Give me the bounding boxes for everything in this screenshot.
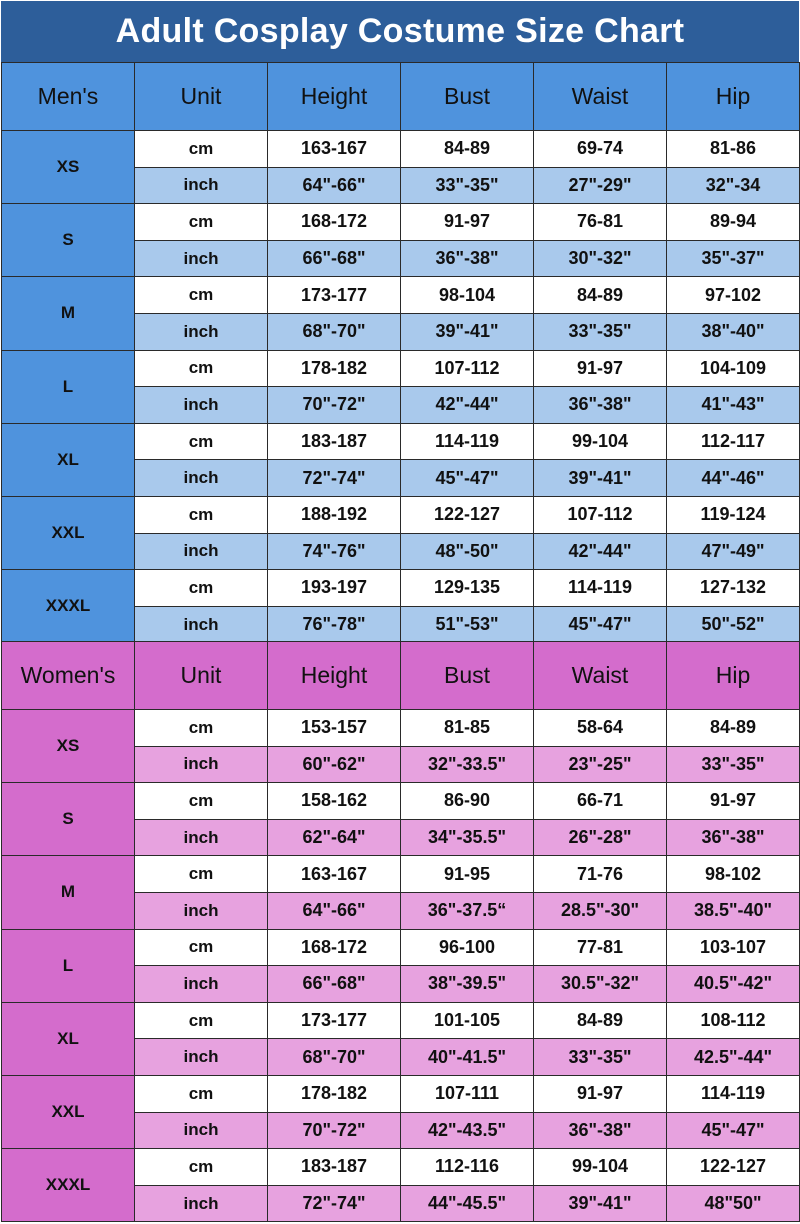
women-header-label: Women's: [2, 642, 135, 710]
size-label: XXXL: [2, 570, 135, 643]
bust-cell: 33"-35": [401, 167, 534, 204]
hip-cell: 103-107: [667, 929, 800, 966]
unit-cell: inch: [135, 460, 268, 497]
hip-cell: 50"-52": [667, 606, 800, 643]
men-header-row: [2, 63, 800, 131]
waist-cell: 30"-32": [534, 240, 667, 277]
unit-cell: cm: [135, 1075, 268, 1112]
unit-cell: inch: [135, 1039, 268, 1076]
size-label: XL: [2, 423, 135, 496]
hip-cell: 42.5"-44": [667, 1039, 800, 1076]
unit-cell: inch: [135, 746, 268, 783]
waist-cell: 33"-35": [534, 313, 667, 350]
table-row: [2, 277, 800, 314]
bust-cell: 84-89: [401, 131, 534, 168]
bust-cell: 51"-53": [401, 606, 534, 643]
hip-cell: 33"-35": [667, 746, 800, 783]
bust-cell: 39"-41": [401, 313, 534, 350]
hip-cell: 45"-47": [667, 1112, 800, 1149]
height-cell: 188-192: [268, 496, 401, 533]
height-cell: 153-157: [268, 710, 401, 747]
hip-cell: 47"-49": [667, 533, 800, 570]
table-row: [2, 1149, 800, 1186]
bust-cell: 40"-41.5": [401, 1039, 534, 1076]
height-cell: 183-187: [268, 1149, 401, 1186]
bust-cell: 36"-38": [401, 240, 534, 277]
women-size-table: [1, 641, 800, 1222]
height-cell: 72"-74": [268, 460, 401, 497]
unit-cell: inch: [135, 966, 268, 1003]
unit-cell: cm: [135, 204, 268, 241]
table-row: [2, 929, 800, 966]
hip-cell: 38"-40": [667, 313, 800, 350]
header-waist: Waist: [534, 642, 667, 710]
waist-cell: 58-64: [534, 710, 667, 747]
size-label: XL: [2, 1002, 135, 1075]
height-cell: 72"-74": [268, 1185, 401, 1222]
hip-cell: 108-112: [667, 1002, 800, 1039]
unit-cell: inch: [135, 1112, 268, 1149]
hip-cell: 112-117: [667, 423, 800, 460]
hip-cell: 38.5"-40": [667, 892, 800, 929]
size-label: XS: [2, 131, 135, 204]
height-cell: 163-167: [268, 131, 401, 168]
header-hip: Hip: [667, 63, 800, 131]
bust-cell: 107-111: [401, 1075, 534, 1112]
size-label: M: [2, 856, 135, 929]
bust-cell: 48"-50": [401, 533, 534, 570]
table-row: [2, 1002, 800, 1039]
height-cell: 168-172: [268, 929, 401, 966]
unit-cell: inch: [135, 167, 268, 204]
header-unit: Unit: [135, 63, 268, 131]
waist-cell: 91-97: [534, 1075, 667, 1112]
hip-cell: 40.5"-42": [667, 966, 800, 1003]
table-row: [2, 783, 800, 820]
size-label: XXXL: [2, 1149, 135, 1222]
unit-cell: cm: [135, 710, 268, 747]
waist-cell: 84-89: [534, 1002, 667, 1039]
hip-cell: 44"-46": [667, 460, 800, 497]
size-label: S: [2, 783, 135, 856]
header-waist: Waist: [534, 63, 667, 131]
bust-cell: 42"-44": [401, 387, 534, 424]
height-cell: 173-177: [268, 277, 401, 314]
hip-cell: 97-102: [667, 277, 800, 314]
size-label: XXL: [2, 496, 135, 569]
table-row: [2, 496, 800, 533]
hip-cell: 119-124: [667, 496, 800, 533]
header-unit: Unit: [135, 642, 268, 710]
unit-cell: inch: [135, 387, 268, 424]
waist-cell: 30.5"-32": [534, 966, 667, 1003]
bust-cell: 101-105: [401, 1002, 534, 1039]
height-cell: 173-177: [268, 1002, 401, 1039]
unit-cell: cm: [135, 131, 268, 168]
waist-cell: 76-81: [534, 204, 667, 241]
bust-cell: 36"-37.5“: [401, 892, 534, 929]
table-row: [2, 204, 800, 241]
height-cell: 70"-72": [268, 387, 401, 424]
bust-cell: 86-90: [401, 783, 534, 820]
unit-cell: cm: [135, 570, 268, 607]
unit-cell: inch: [135, 606, 268, 643]
header-hip: Hip: [667, 642, 800, 710]
waist-cell: 114-119: [534, 570, 667, 607]
height-cell: 64"-66": [268, 892, 401, 929]
waist-cell: 33"-35": [534, 1039, 667, 1076]
header-bust: Bust: [401, 642, 534, 710]
size-label: L: [2, 929, 135, 1002]
table-row: [2, 570, 800, 607]
women-header-row: [2, 642, 800, 710]
hip-cell: 32"-34: [667, 167, 800, 204]
height-cell: 74"-76": [268, 533, 401, 570]
size-label: XS: [2, 710, 135, 783]
height-cell: 64"-66": [268, 167, 401, 204]
hip-cell: 114-119: [667, 1075, 800, 1112]
hip-cell: 104-109: [667, 350, 800, 387]
bust-cell: 34"-35.5": [401, 819, 534, 856]
height-cell: 62"-64": [268, 819, 401, 856]
height-cell: 178-182: [268, 1075, 401, 1112]
waist-cell: 99-104: [534, 423, 667, 460]
unit-cell: inch: [135, 1185, 268, 1222]
size-label: M: [2, 277, 135, 350]
table-row: [2, 1075, 800, 1112]
waist-cell: 36"-38": [534, 387, 667, 424]
height-cell: 158-162: [268, 783, 401, 820]
table-row: [2, 710, 800, 747]
height-cell: 76"-78": [268, 606, 401, 643]
height-cell: 70"-72": [268, 1112, 401, 1149]
unit-cell: cm: [135, 1002, 268, 1039]
bust-cell: 112-116: [401, 1149, 534, 1186]
waist-cell: 66-71: [534, 783, 667, 820]
unit-cell: cm: [135, 277, 268, 314]
waist-cell: 71-76: [534, 856, 667, 893]
men-header-label: Men's: [2, 63, 135, 131]
table-row: [2, 131, 800, 168]
unit-cell: inch: [135, 819, 268, 856]
height-cell: 68"-70": [268, 313, 401, 350]
men-size-table: [1, 62, 800, 643]
unit-cell: inch: [135, 240, 268, 277]
bust-cell: 91-95: [401, 856, 534, 893]
header-height: Height: [268, 63, 401, 131]
header-bust: Bust: [401, 63, 534, 131]
bust-cell: 129-135: [401, 570, 534, 607]
waist-cell: 27"-29": [534, 167, 667, 204]
unit-cell: cm: [135, 856, 268, 893]
waist-cell: 77-81: [534, 929, 667, 966]
waist-cell: 39"-41": [534, 1185, 667, 1222]
size-label: XXL: [2, 1075, 135, 1148]
bust-cell: 91-97: [401, 204, 534, 241]
bust-cell: 44"-45.5": [401, 1185, 534, 1222]
unit-cell: cm: [135, 350, 268, 387]
header-height: Height: [268, 642, 401, 710]
waist-cell: 26"-28": [534, 819, 667, 856]
height-cell: 60"-62": [268, 746, 401, 783]
hip-cell: 48"50": [667, 1185, 800, 1222]
table-row: [2, 423, 800, 460]
table-row: [2, 856, 800, 893]
size-label: S: [2, 204, 135, 277]
height-cell: 183-187: [268, 423, 401, 460]
waist-cell: 69-74: [534, 131, 667, 168]
waist-cell: 28.5"-30": [534, 892, 667, 929]
bust-cell: 38"-39.5": [401, 966, 534, 1003]
waist-cell: 42"-44": [534, 533, 667, 570]
bust-cell: 122-127: [401, 496, 534, 533]
unit-cell: inch: [135, 313, 268, 350]
waist-cell: 36"-38": [534, 1112, 667, 1149]
height-cell: 66"-68": [268, 240, 401, 277]
unit-cell: cm: [135, 496, 268, 533]
hip-cell: 127-132: [667, 570, 800, 607]
height-cell: 193-197: [268, 570, 401, 607]
waist-cell: 39"-41": [534, 460, 667, 497]
unit-cell: cm: [135, 783, 268, 820]
bust-cell: 45"-47": [401, 460, 534, 497]
bust-cell: 107-112: [401, 350, 534, 387]
bust-cell: 32"-33.5": [401, 746, 534, 783]
hip-cell: 122-127: [667, 1149, 800, 1186]
height-cell: 163-167: [268, 856, 401, 893]
bust-cell: 114-119: [401, 423, 534, 460]
bust-cell: 42"-43.5": [401, 1112, 534, 1149]
waist-cell: 45"-47": [534, 606, 667, 643]
waist-cell: 107-112: [534, 496, 667, 533]
height-cell: 68"-70": [268, 1039, 401, 1076]
waist-cell: 23"-25": [534, 746, 667, 783]
bust-cell: 98-104: [401, 277, 534, 314]
size-label: L: [2, 350, 135, 423]
bust-cell: 96-100: [401, 929, 534, 966]
waist-cell: 99-104: [534, 1149, 667, 1186]
hip-cell: 89-94: [667, 204, 800, 241]
waist-cell: 91-97: [534, 350, 667, 387]
hip-cell: 35"-37": [667, 240, 800, 277]
hip-cell: 81-86: [667, 131, 800, 168]
hip-cell: 84-89: [667, 710, 800, 747]
bust-cell: 81-85: [401, 710, 534, 747]
hip-cell: 91-97: [667, 783, 800, 820]
unit-cell: cm: [135, 1149, 268, 1186]
unit-cell: cm: [135, 929, 268, 966]
hip-cell: 98-102: [667, 856, 800, 893]
chart-title: Adult Cosplay Costume Size Chart: [1, 1, 799, 62]
height-cell: 178-182: [268, 350, 401, 387]
height-cell: 168-172: [268, 204, 401, 241]
unit-cell: cm: [135, 423, 268, 460]
waist-cell: 84-89: [534, 277, 667, 314]
hip-cell: 36"-38": [667, 819, 800, 856]
table-row: [2, 350, 800, 387]
hip-cell: 41"-43": [667, 387, 800, 424]
unit-cell: inch: [135, 892, 268, 929]
height-cell: 66"-68": [268, 966, 401, 1003]
unit-cell: inch: [135, 533, 268, 570]
